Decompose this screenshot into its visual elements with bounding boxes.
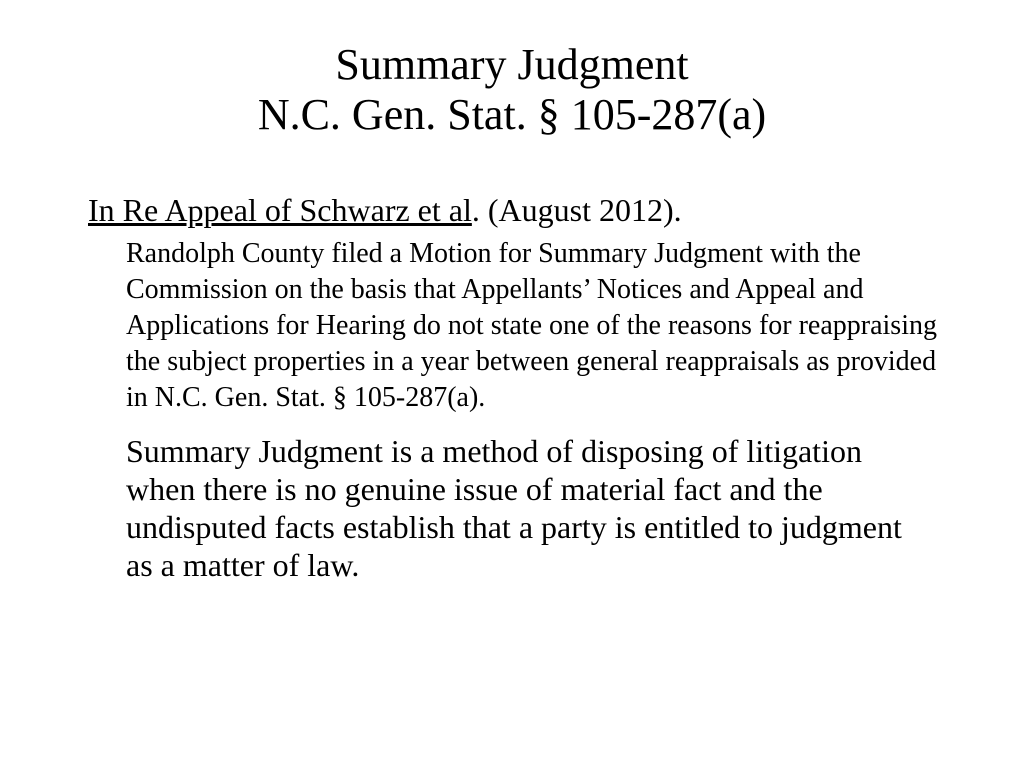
case-name: In Re Appeal of Schwarz et al [88, 192, 472, 228]
slide-body [88, 188, 968, 616]
definition-paragraph: Summary Judgment is a method of disposing of litigation when there is no genuine issue of material fact and the undisputed facts establish that a party is entitled to judgment as a matter of law. [126, 433, 902, 583]
motion-paragraph: Randolph County filed a Motion for Summary Judgment with the Commission on the basis that Appellants’ Notices and Appeal and Applications for Hearing do not state one of the reasons for reappraising the subject properties in a year between general reappraisals as provided in N.C. Gen. Stat. § 105-287(a). [126, 238, 937, 413]
case-citation [88, 188, 968, 232]
title-line-1: Summary Judgment [335, 40, 689, 89]
case-date: . (August 2012). [471, 192, 682, 228]
slide-title [0, 40, 1024, 140]
title-line-2: N.C. Gen. Stat. § 105-287(a) [257, 90, 767, 139]
